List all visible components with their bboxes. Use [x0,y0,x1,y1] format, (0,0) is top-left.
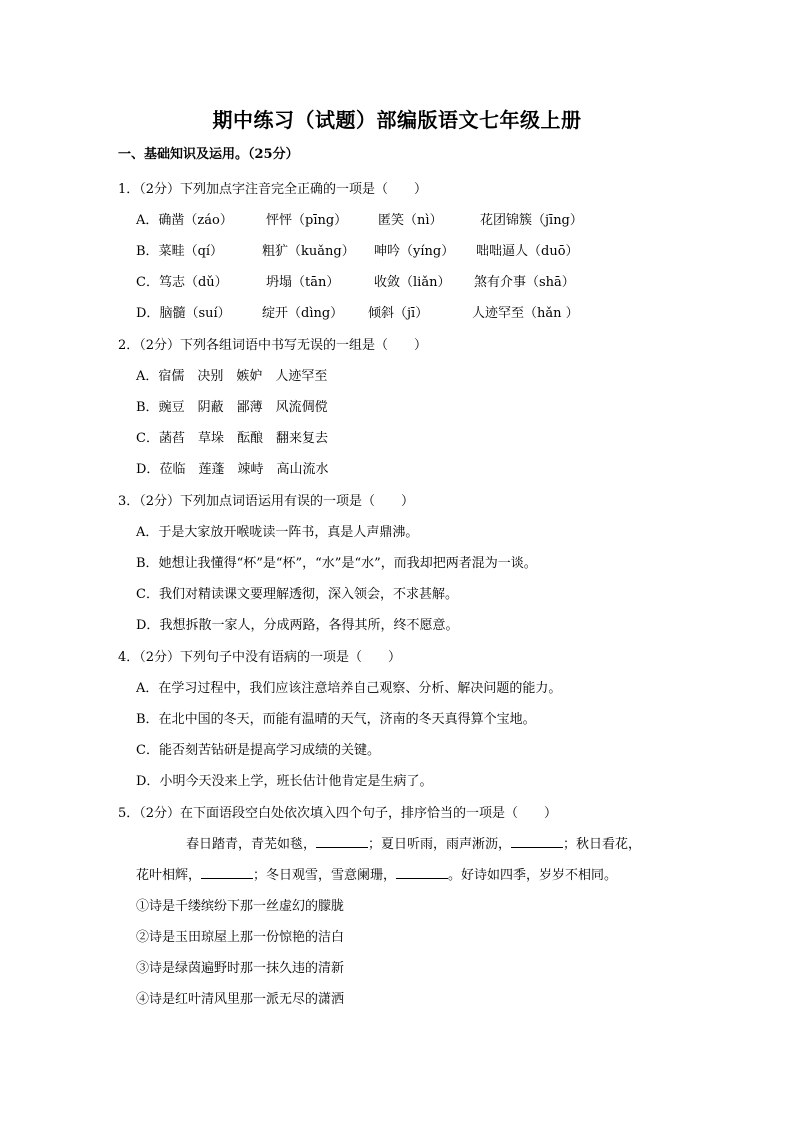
fill-blank[interactable] [316,835,368,848]
q4-option-d[interactable]: D．小明今天没来上学，班长估计他肯定是生病了。 [136,774,433,789]
option-text: 咄咄逼人（duō） [476,244,579,259]
question-3-stem: 3．（2分）下列加点词语运用有误的一项是（ ） [118,494,415,509]
fill-blank[interactable] [201,866,253,879]
q2-option-d[interactable]: D．莅临 莲蓬 竦峙 高山流水 [136,462,329,477]
q4-option-b[interactable]: B．在北中国的冬天，而能有温晴的天气，济南的冬天真得算个宝地。 [136,712,536,727]
passage-line-2: 花叶相辉， ；冬日观雪，雪意阑珊， 。好诗如四季，岁岁不相同。 [136,868,618,883]
q2-option-a[interactable]: A．宿儒 决别 嫉妒 人迹罕至 [136,369,328,384]
option-text: 呻吟（yíng） [374,244,455,259]
option-text: 绽开（dìng） [262,306,344,321]
q1-option-d[interactable] [136,302,656,320]
option-text: 粗犷（kuǎng） [262,244,355,259]
option-text: C．笃志（dǔ） [136,275,228,290]
q2-option-c[interactable]: C．菡萏 草垛 酝酿 翻来复去 [136,431,328,446]
q1-option-b[interactable] [136,240,656,258]
q2-option-b[interactable]: B．豌豆 阴蔽 鄙薄 风流倜傥 [136,400,328,415]
question-2-stem: 2．（2分）下列各组词语中书写无误的一组是（ ） [118,338,428,353]
fill-blank[interactable] [396,866,448,879]
q1-option-c[interactable] [136,271,656,289]
q1-option-a[interactable] [136,209,656,227]
sentence-2: ②诗是玉田琼屋上那一份惊艳的洁白 [136,930,345,945]
option-text: 收敛（liǎn） [374,275,451,290]
option-text: 坍塌（tān） [266,275,340,290]
question-5-stem: 5．（2分）在下面语段空白处依次填入四个句子，排序恰当的一项是（ ） [118,806,558,821]
question-4-stem: 4．（2分）下列句子中没有语病的一项是（ ） [118,650,402,665]
q3-option-d[interactable]: D．我想拆散一家人，分成两路，各得其所，终不愿意。 [136,618,459,633]
q3-option-c[interactable]: C．我们对精读课文要理解透彻，深入领会，不求甚解。 [136,587,458,602]
option-text: 匿笑（nì） [378,213,443,228]
page-title: 期中练习（试题）部编版语文七年级上册 [212,108,582,132]
fill-blank[interactable] [511,835,563,848]
q4-option-a[interactable]: A．在学习过程中，我们应该注意培养自己观察、分析、解决问题的能力。 [136,681,562,696]
option-text: D．脑髓（suí） [136,306,231,321]
sentence-3: ③诗是绿茵遍野时那一抹久违的清新 [136,961,345,976]
option-text: 人迹罕至（hǎn ） [472,306,579,321]
sentence-1: ①诗是千缕缤纷下那一丝虚幻的朦胧 [136,899,345,914]
option-text: 怦怦（pīng） [266,213,348,228]
option-text: 倾斜（jī） [368,306,429,321]
option-text: 煞有介事（shā） [474,275,575,290]
option-text: B．菜畦（qí） [136,244,224,259]
q3-option-a[interactable]: A．于是大家放开喉咙读一阵书，真是人声鼎沸。 [136,525,419,540]
section-heading: 一、基础知识及运用。（25分） [118,147,299,162]
q3-option-b[interactable]: B．她想让我懂得“杯”是“杯”，“水”是“水”，而我却把两者混为一谈。 [136,556,537,571]
passage-line-1: 春日踏青，青芜如毯， ；夏日听雨，雨声淅沥， ；秋日看花， [186,837,642,852]
question-1-stem: 1．（2分）下列加点字注音完全正确的一项是（ ） [118,182,428,197]
option-text: A．确凿（záo） [136,213,233,228]
q4-option-c[interactable]: C．能否刻苦钻研是提高学习成绩的关键。 [136,743,380,758]
sentence-4: ④诗是红叶清风里那一派无尽的潇洒 [136,992,345,1007]
option-text: 花团锦簇（jīng） [480,213,583,228]
